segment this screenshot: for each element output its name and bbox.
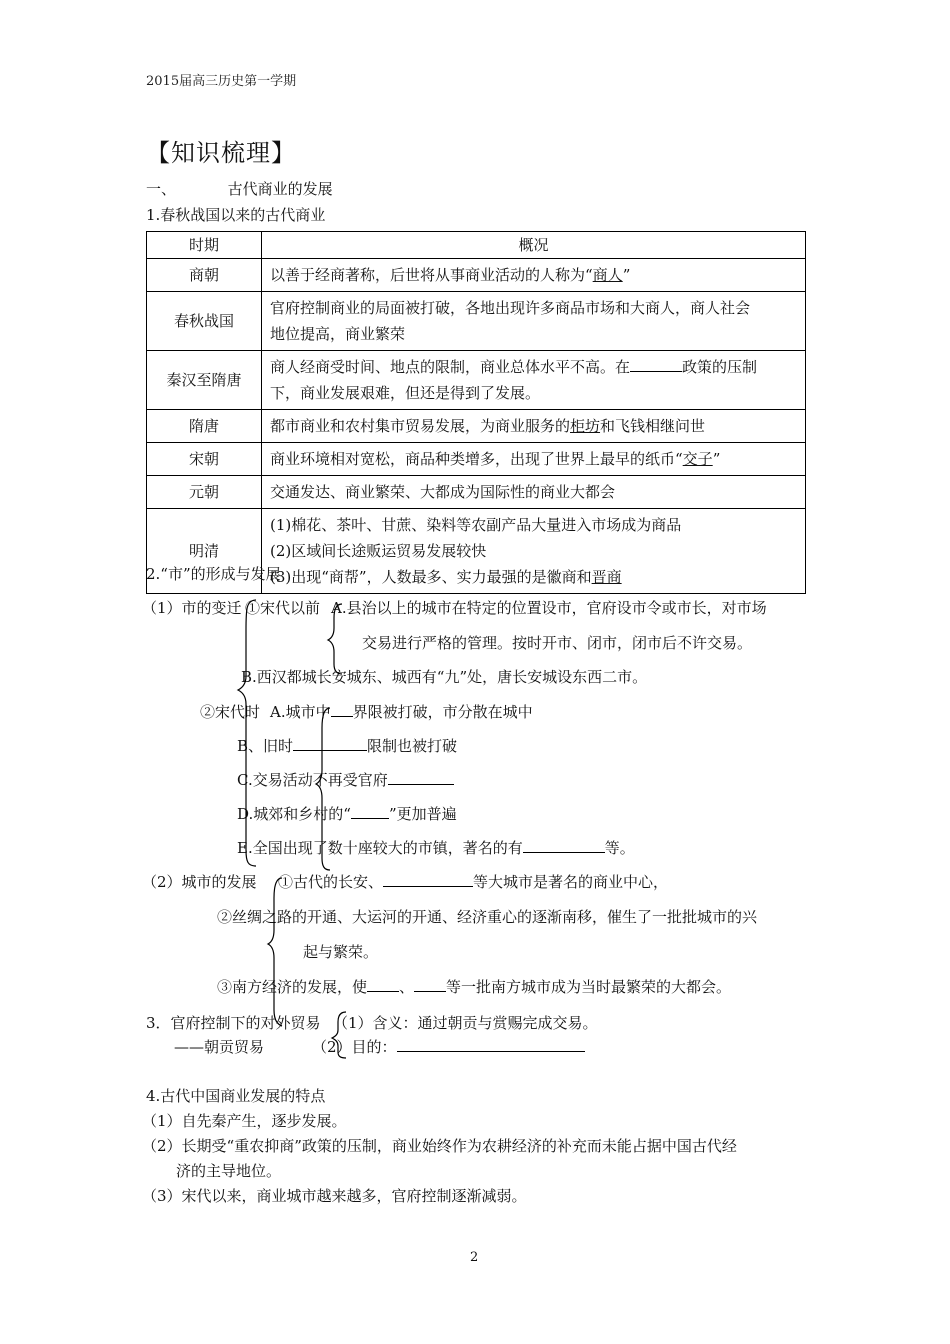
- cell-text: 以善于经商著称，后世将从事商业活动的人称为“: [270, 266, 593, 284]
- item-text: ①古代的长安、: [278, 873, 384, 891]
- market-change-brace: [238, 600, 256, 866]
- period-cell: 春秋战国: [147, 292, 262, 351]
- feature-3: （3）宋代以来，商业城市越来越多，官府控制逐渐减弱。: [142, 1187, 527, 1205]
- cell-line: 下，商业发展艰难，但还是得到了发展。: [270, 384, 541, 402]
- cell-underlined-text: 交子: [682, 450, 713, 468]
- cell-text: 都市商业和农村集市贸易发展，为商业服务的: [270, 417, 571, 435]
- item-text: 、: [399, 978, 415, 996]
- item-text: E.全国出现了数十座较大的市镇，著名的有: [237, 839, 523, 857]
- song-brace: [316, 708, 330, 870]
- trade-item-1: （1）含义：通过朝贡与赏赐完成交易。: [333, 1014, 598, 1032]
- cell-text: ”: [712, 450, 721, 468]
- subheading-4: 4.古代中国商业发展的特点: [146, 1087, 326, 1105]
- item-text: A.城市中: [270, 703, 331, 721]
- item-text: （2）目的：: [312, 1038, 397, 1056]
- city-brace: [268, 878, 282, 1026]
- period-cell: 秦汉至隋唐: [147, 351, 262, 410]
- subheading-3-subtitle: ——朝贡贸易: [174, 1038, 265, 1056]
- item-text: 等一批南方城市成为当时最繁荣的大都会。: [446, 978, 732, 996]
- section-1-title: 古代商业的发展: [227, 180, 333, 198]
- before-song-label: ①宋代以前: [245, 599, 321, 617]
- period-cell: 宋朝: [147, 443, 262, 476]
- cell-text: 政策的压制: [682, 358, 758, 376]
- item-text: 等大城市是著名的商业中心，: [473, 873, 669, 891]
- market-item-a: A.县治以上的城市在特定的位置设市，官府设市令或市长，对市场: [331, 599, 767, 617]
- cell-line: (1)棉花、茶叶、甘蔗、染料等农副产品大量进入市场成为商品: [270, 516, 682, 534]
- item-text: 等。: [604, 839, 635, 857]
- cell-text: 商人经商受时间、地点的限制，商业总体水平不高。在: [270, 358, 631, 376]
- subheading-3: 3．官府控制下的对外贸易: [146, 1014, 321, 1032]
- city-item-2: ②丝绸之路的开通、大运河的开通、经济重心的逐渐南移，催生了一批批城市的兴: [217, 908, 758, 926]
- subheading-2: 2.“市”的形成与发展: [146, 565, 281, 583]
- cell-underlined-text: 晋商: [591, 568, 622, 586]
- cell-text: (3)出现“商帮”，人数最多、实力最强的是徽商和: [270, 568, 592, 586]
- cell-line: (2)区域间长途贩运贸易发展较快: [270, 542, 487, 560]
- feature-2: （2）长期受“重农抑商”政策的压制，商业始终作为农耕经济的补充而未能占据中国古代经: [142, 1137, 737, 1155]
- market-item-b: B.西汉都城长安城东、城西有“九”处，唐长安城设东西二市。: [241, 668, 648, 686]
- feature-1: （1）自先秦产生，逐步发展。: [142, 1112, 347, 1130]
- table-header-period: 时期: [147, 232, 262, 259]
- city-item-2-cont: 起与繁荣。: [303, 943, 379, 961]
- cell-underlined-text: 商人: [592, 266, 623, 284]
- item-text: ③南方经济的发展，使: [217, 978, 368, 996]
- table-header-overview: 概况: [262, 232, 806, 259]
- section-1-number: 一、: [146, 180, 177, 198]
- cell-text: 和飞钱相继问世: [600, 417, 706, 435]
- period-cell: 元朝: [147, 476, 262, 509]
- before-song-brace: [328, 604, 342, 674]
- period-cell: 隋唐: [147, 410, 262, 443]
- overview-cell: 交通发达、商业繁荣、大都成为国际性的商业大都会: [262, 476, 806, 509]
- cell-text: ”: [622, 266, 631, 284]
- page-number: 2: [470, 1250, 479, 1265]
- page-header: 2015届高三历史第一学期: [146, 74, 297, 89]
- item-text: D.城郊和乡村的“: [237, 805, 351, 823]
- feature-2-cont: 济的主导地位。: [176, 1162, 282, 1180]
- section-title: 【知识梳理】: [146, 139, 296, 167]
- cell-text: 商业环境相对宽松，商品种类增多，出现了世界上最早的纸币“: [270, 450, 683, 468]
- song-label: ②宋代时: [200, 703, 261, 721]
- item-text: B、旧时: [237, 737, 294, 755]
- market-change-label: （1）市的变迁: [142, 599, 242, 617]
- period-cell: 明清: [147, 509, 262, 594]
- city-development-label: （2）城市的发展: [142, 873, 257, 891]
- item-text: ”更加普遍: [388, 805, 457, 823]
- period-cell: 商朝: [147, 259, 262, 292]
- item-text: 限制也被打破: [367, 737, 458, 755]
- subheading-1: 1.春秋战国以来的古代商业: [146, 206, 326, 224]
- market-item-a-cont: 交易进行严格的管理。按时开市、闭市，闭市后不许交易。: [362, 634, 753, 652]
- cell-line: 官府控制商业的局面被打破，各地出现许多商品市场和大商人，商人社会: [270, 299, 751, 317]
- trade-brace: [332, 1012, 346, 1058]
- cell-underlined-text: 柜坊: [570, 417, 601, 435]
- item-text: C.交易活动不再受官府: [237, 771, 388, 789]
- cell-line: 地位提高，商业繁荣: [270, 325, 406, 343]
- item-text: 界限被打破，市分散在城中: [352, 703, 533, 721]
